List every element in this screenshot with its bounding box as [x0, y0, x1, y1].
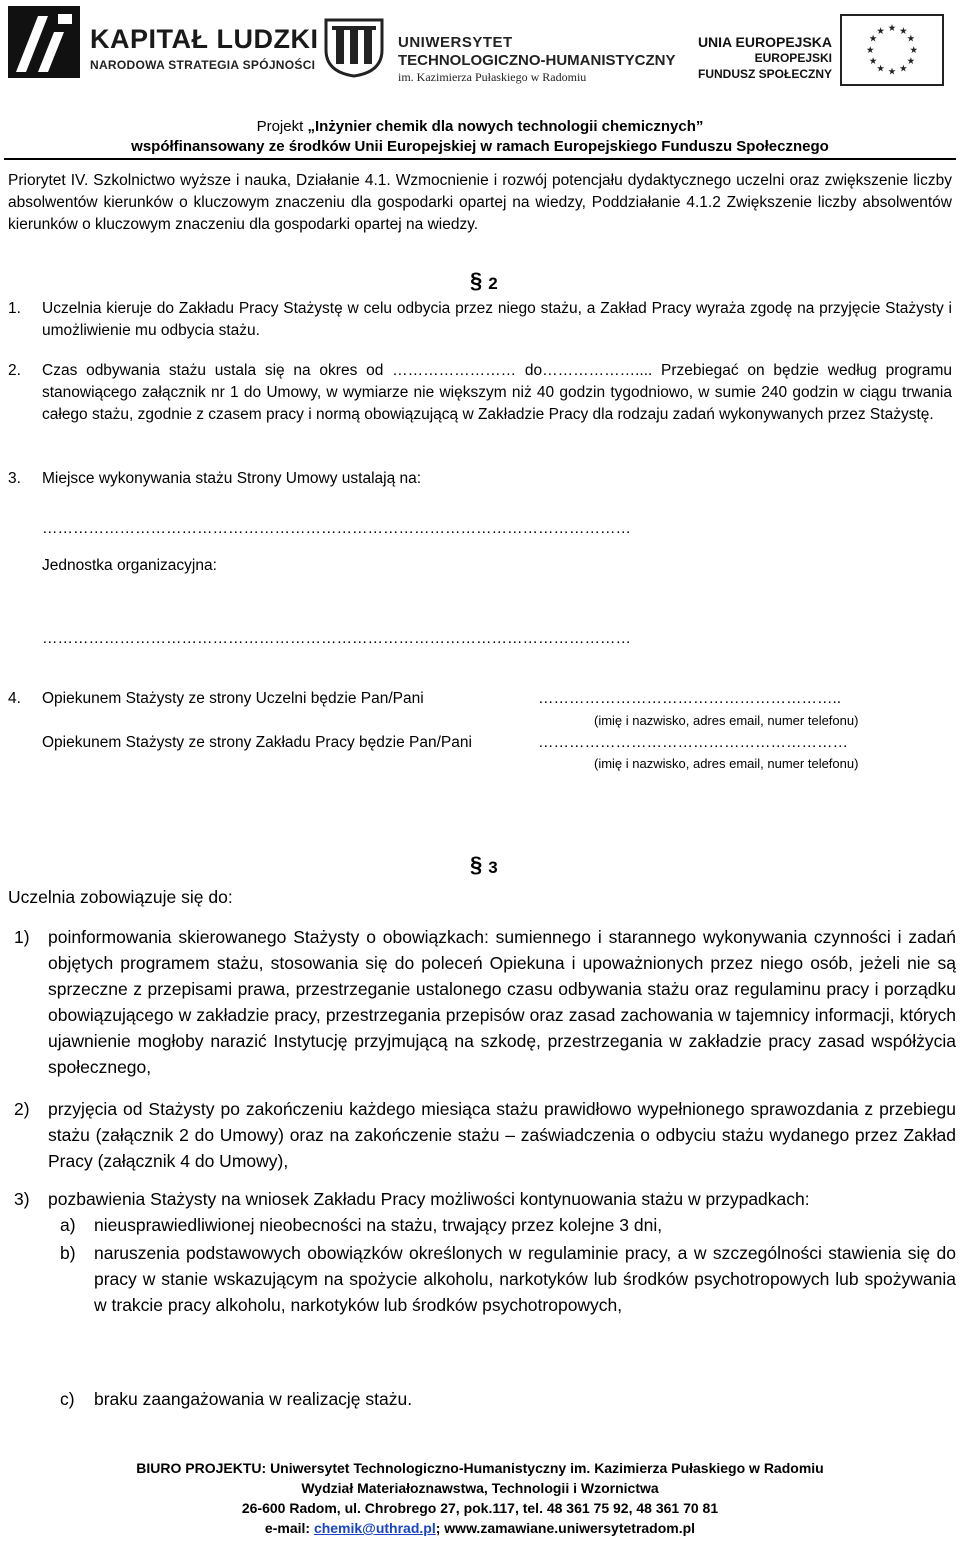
- project-name: „Inżynier chemik dla nowych technologii chemicznych”: [307, 118, 704, 135]
- svg-text:★: ★: [866, 44, 875, 56]
- item-text: przyjęcia od Stażysty po zakończeniu każdego miesiąca stażu prawidłowo wypełnionego sprawozdania z przebiegu stażu (załącznik 2 do Umowy) oraz na zakończenie stażu – zaświadczenia o odbyciu stażu wydanego przez Zakład Pracy (załącznik 4 do Umowy),: [48, 1099, 956, 1171]
- section-2-heading: [470, 268, 498, 300]
- subitem-text: nieusprawiedliwionej nieobecności na stażu, trwający przez kolejne 3 dni,: [94, 1215, 663, 1235]
- kapital-title: KAPITAŁ LUDZKI: [90, 24, 319, 54]
- item-number: 3.: [8, 470, 21, 487]
- svg-text:★: ★: [899, 63, 908, 75]
- kapital-subtitle: NARODOWA STRATEGIA SPÓJNOŚCI: [90, 58, 316, 72]
- eu-logo: [697, 6, 950, 86]
- item-number: 1): [14, 927, 30, 947]
- uth-line-3: im. Kazimierza Pułaskiego w Radomiu: [398, 70, 587, 84]
- footer-line-2: Wydział Materiałoznawstwa, Technologii i Wzornictwa: [301, 1480, 659, 1496]
- item-number: 2): [14, 1099, 30, 1119]
- section-3-item-2: [14, 1096, 956, 1174]
- item-text: poinformowania skierowanego Stażysty o obowiązkach: sumiennego i starannego wykonywania czynności i zadań objętych programem stażu, stosowania się do poleceń Opiekuna i upoważnionych przez niego osób, jeżeli nie są sprzeczne z przepisami prawa, przestrzeganie ustalonego czasu odbywania stażu oraz regulaminu pracy i porządku obowiązującego w zakładzie pracy, przestrzegania przepisów oraz zasad zachowania w tajemnicy informacji, których ujawnienie mogłoby narazić Instytucję przyjmującą na szkodę, przestrzegania w zakładzie pracy zasad współżycia społecznego,: [48, 927, 956, 1077]
- subitem-letter: b): [60, 1243, 76, 1263]
- guardian-uni-blank: …………………………………………………..: [538, 690, 842, 707]
- item-number: 3): [14, 1189, 30, 1209]
- svg-text:★: ★: [887, 23, 897, 35]
- website-text: ; www.zamawiane.uniwersytetradom.pl: [435, 1520, 696, 1536]
- section-3-lead: Uczelnia zobowiązuje się do:: [8, 887, 233, 907]
- university-crest-icon: [322, 16, 386, 78]
- unit-label: Jednostka organizacyjna:: [42, 557, 217, 574]
- section-number: 2: [488, 274, 498, 293]
- eu-line-2: EUROPEJSKI: [754, 51, 832, 65]
- section-3-item-3: [14, 1186, 956, 1212]
- item-4-number: 4.: [8, 690, 21, 707]
- section-3-subitem-b: [60, 1240, 956, 1318]
- svg-text:★: ★: [899, 25, 908, 37]
- unit-blank-line: ……………………………………………………………………………………………………: [42, 630, 631, 647]
- email-prefix: e-mail:: [264, 1520, 314, 1536]
- footer-line-3: 26-600 Radom, ul. Chrobrego 27, pok.117, tel. 48 361 75 92, 48 361 70 81: [241, 1500, 719, 1516]
- intro-paragraph: Priorytet IV. Szkolnictwo wyższe i nauka, Działanie 4.1. Wzmocnienie i rozwój potencjału dydaktycznego uczelni oraz zwiększenie liczby absolwentów kierunków o kluczowym znaczeniu dla gospodarki opartej na wiedzy, Poddziałanie 4.1.2 Zwiększenie liczby absolwentów kierunków o kluczowym znaczeniu dla gospodarki opartej na wiedzy.: [8, 172, 952, 233]
- item-text: Miejsce wykonywania stażu Strony Umowy ustalają na:: [42, 470, 422, 487]
- svg-text:★: ★: [909, 44, 918, 56]
- eu-line-3: FUNDUSZ SPOŁECZNY: [697, 67, 832, 81]
- section-symbol: §: [470, 852, 483, 877]
- uth-line-2: TECHNOLOGICZNO-HUMANISTYCZNY: [398, 52, 676, 69]
- eu-line-1: UNIA EUROPEJSKA: [697, 34, 832, 50]
- section-3-subitem-c: [60, 1386, 956, 1412]
- section-3-subitem-a: [60, 1212, 956, 1238]
- section-3-item-1: [14, 924, 956, 1080]
- footer: [0, 1458, 960, 1538]
- section-3-heading: [470, 852, 498, 884]
- svg-text:★: ★: [876, 25, 885, 37]
- svg-text:★: ★: [887, 66, 897, 78]
- item-text: Uczelnia kieruje do Zakładu Pracy Stażystę w celu odbycia przez niego stażu, a Zakład Pracy wyraża zgodę na przyjęcie Stażysty i umożliwienie mu odbycia stażu.: [42, 300, 952, 339]
- uth-logo: [322, 6, 676, 84]
- subitem-text: braku zaangażowania w realizację stażu.: [94, 1389, 413, 1409]
- footer-line-4: [0, 1518, 960, 1538]
- section-2-item-3: [8, 468, 952, 490]
- svg-text:★: ★: [906, 33, 916, 45]
- eu-flag-icon: [840, 14, 944, 86]
- project-prefix: Projekt: [256, 118, 308, 135]
- section-2-item-1: [8, 298, 952, 342]
- uth-line-1: UNIWERSYTET: [398, 34, 513, 51]
- svg-text:★: ★: [868, 33, 878, 45]
- section-2-item-2: [8, 360, 952, 426]
- subitem-letter: c): [60, 1389, 75, 1409]
- guardian-company-hint: (imię i nazwisko, adres email, numer telefonu): [594, 756, 859, 771]
- subitem-text: naruszenia podstawowych obowiązków określonych w regulaminie pracy, a w szczególności stawienia się do pracy w stanie wskazującym na spożycie alkoholu, narkotyków lub środków psychotropowych lub spożywania w trakcie pracy alkoholu, narkotyków lub środków psychotropowych,: [94, 1243, 956, 1315]
- cofinancing-line: współfinansowany ze środków Unii Europejskiej w ramach Europejskiego Funduszu Społecznego: [131, 138, 829, 155]
- item-text: pozbawienia Stażysty na wniosek Zakładu Pracy możliwości kontynuowania stażu w przypadkach:: [48, 1189, 810, 1209]
- subitem-letter: a): [60, 1215, 76, 1235]
- kapital-ludzki-emblem-icon: [8, 6, 80, 78]
- item-text: Czas odbywania stażu ustala się na okres od …………………… do……………….... Przebiegać on będzie według programu stanowiącego załącznik nr 1 do Umowy, w wymiarze nie większym niż 40 godzin tygodniowo, w sumie 240 godzin w ciągu trwania całego stażu, zgodnie z czasem pracy i normą obowiązującą w Zakładzie Pracy dla rodzaju zadań wykonywanych przez Stażystę.: [42, 362, 952, 423]
- svg-text:★: ★: [876, 63, 885, 75]
- section-symbol: §: [470, 268, 483, 293]
- eu-text: [698, 34, 832, 82]
- email-link[interactable]: chemik@uthrad.pl: [313, 1520, 436, 1536]
- kapital-ludzki-logo: [8, 2, 319, 82]
- workplace-blank-line: ……………………………………………………………………………………………………: [42, 520, 631, 537]
- guardian-company-blank: ……………………………………………………: [538, 734, 848, 751]
- section-number: 3: [488, 858, 498, 877]
- footer-line-1: BIURO PROJEKTU: Uniwersytet Technologiczno-Humanistyczny im. Kazimierza Pułaskiego w Radomiu: [136, 1460, 824, 1476]
- item-number: 2.: [8, 362, 21, 379]
- guardian-uni-hint: (imię i nazwisko, adres email, numer telefonu): [594, 713, 859, 728]
- header-divider: [4, 158, 956, 160]
- guardian-uni-label: Opiekunem Stażysty ze strony Uczelni będzie Pan/Pani: [42, 690, 424, 707]
- svg-text:★: ★: [906, 56, 916, 68]
- project-title-line: [0, 118, 960, 135]
- guardian-company-label: Opiekunem Stażysty ze strony Zakładu Pracy będzie Pan/Pani: [42, 734, 472, 751]
- svg-text:★: ★: [868, 56, 878, 68]
- item-number: 1.: [8, 300, 21, 317]
